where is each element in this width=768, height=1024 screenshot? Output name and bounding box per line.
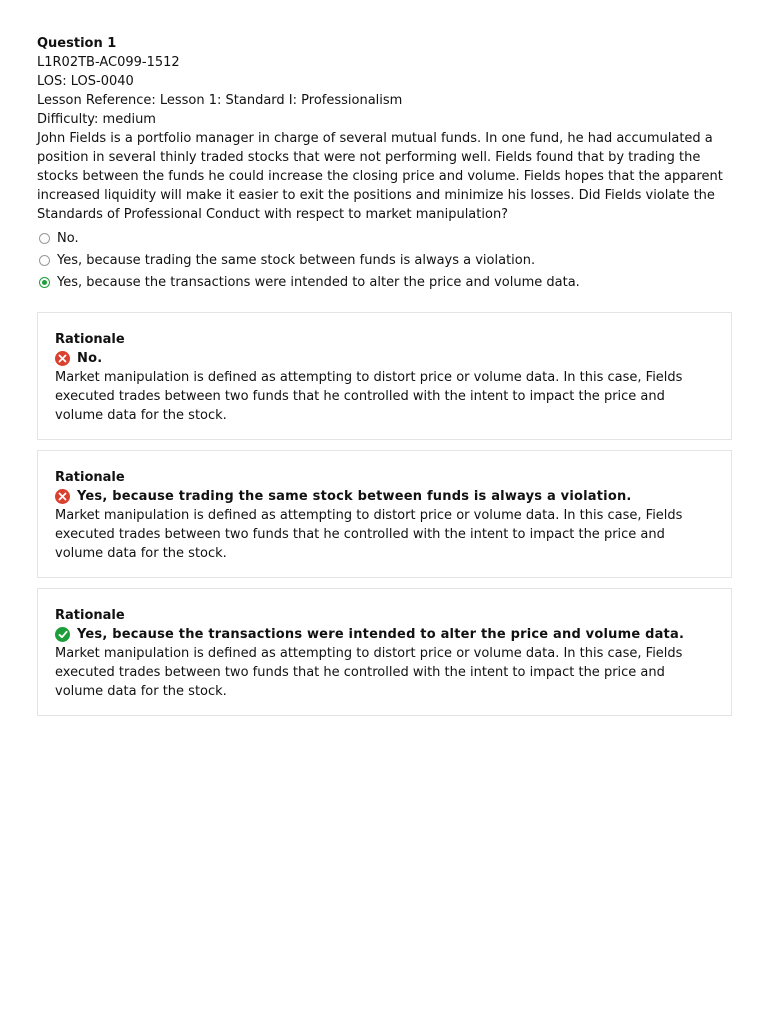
rationale-answer-label: Yes, because trading the same stock between funds is always a violation. bbox=[77, 489, 632, 504]
question-id: L1R02TB-AC099-1512 bbox=[37, 55, 180, 70]
question-title: Question 1 bbox=[37, 36, 117, 51]
answer-option[interactable] bbox=[37, 271, 731, 293]
rationale-card bbox=[37, 312, 732, 440]
difficulty-label: Difficulty: medium bbox=[37, 112, 156, 127]
radio-button[interactable] bbox=[39, 277, 50, 288]
answer-options bbox=[37, 227, 731, 293]
option-label: Yes, because trading the same stock between funds is always a violation. bbox=[57, 252, 536, 268]
rationale-title: Rationale bbox=[55, 332, 125, 347]
answer-option[interactable] bbox=[37, 249, 731, 271]
incorrect-icon bbox=[55, 351, 70, 366]
question-text: John Fields is a portfolio manager in charge of several mutual funds. In one fund, he had accumulated a position in several thinly traded stocks that were not performing well. Fields found that by trading the stocks between the funds he could increase the closing price and volume. Fields hopes that the apparent increased liquidity will make it easier to exit the positions and minimize his losses. Did Fields violate the Standards of Professional Conduct with respect to market manipulation? bbox=[37, 131, 723, 222]
rationale-answer-label: No. bbox=[77, 351, 103, 366]
los-reference: LOS: LOS-0040 bbox=[37, 74, 134, 89]
option-label: Yes, because the transactions were intended to alter the price and volume data. bbox=[57, 274, 580, 290]
incorrect-icon bbox=[55, 489, 70, 504]
rationale-card bbox=[37, 450, 732, 578]
rationale-explanation: Market manipulation is defined as attempting to distort price or volume data. In this case, Fields executed trades between two funds that he controlled with the intent to impact the price and volume data for the stock. bbox=[55, 508, 683, 561]
rationale-answer bbox=[55, 487, 714, 506]
answer-option[interactable] bbox=[37, 227, 731, 249]
lesson-reference: Lesson Reference: Lesson 1: Standard I: Professionalism bbox=[37, 93, 403, 108]
correct-icon bbox=[55, 627, 70, 642]
rationale-explanation: Market manipulation is defined as attempting to distort price or volume data. In this case, Fields executed trades between two funds that he controlled with the intent to impact the price and volume data for the stock. bbox=[55, 370, 683, 423]
rationale-answer-label: Yes, because the transactions were intended to alter the price and volume data. bbox=[77, 627, 685, 642]
radio-button[interactable] bbox=[39, 233, 50, 244]
option-label: No. bbox=[57, 230, 79, 246]
rationale-title: Rationale bbox=[55, 608, 125, 623]
rationale-title: Rationale bbox=[55, 470, 125, 485]
question-header bbox=[37, 34, 731, 129]
rationale-card bbox=[37, 588, 732, 716]
rationale-answer bbox=[55, 625, 714, 644]
radio-button[interactable] bbox=[39, 255, 50, 266]
rationale-answer bbox=[55, 349, 714, 368]
rationale-explanation: Market manipulation is defined as attempting to distort price or volume data. In this case, Fields executed trades between two funds that he controlled with the intent to impact the price and volume data for the stock. bbox=[55, 646, 683, 699]
